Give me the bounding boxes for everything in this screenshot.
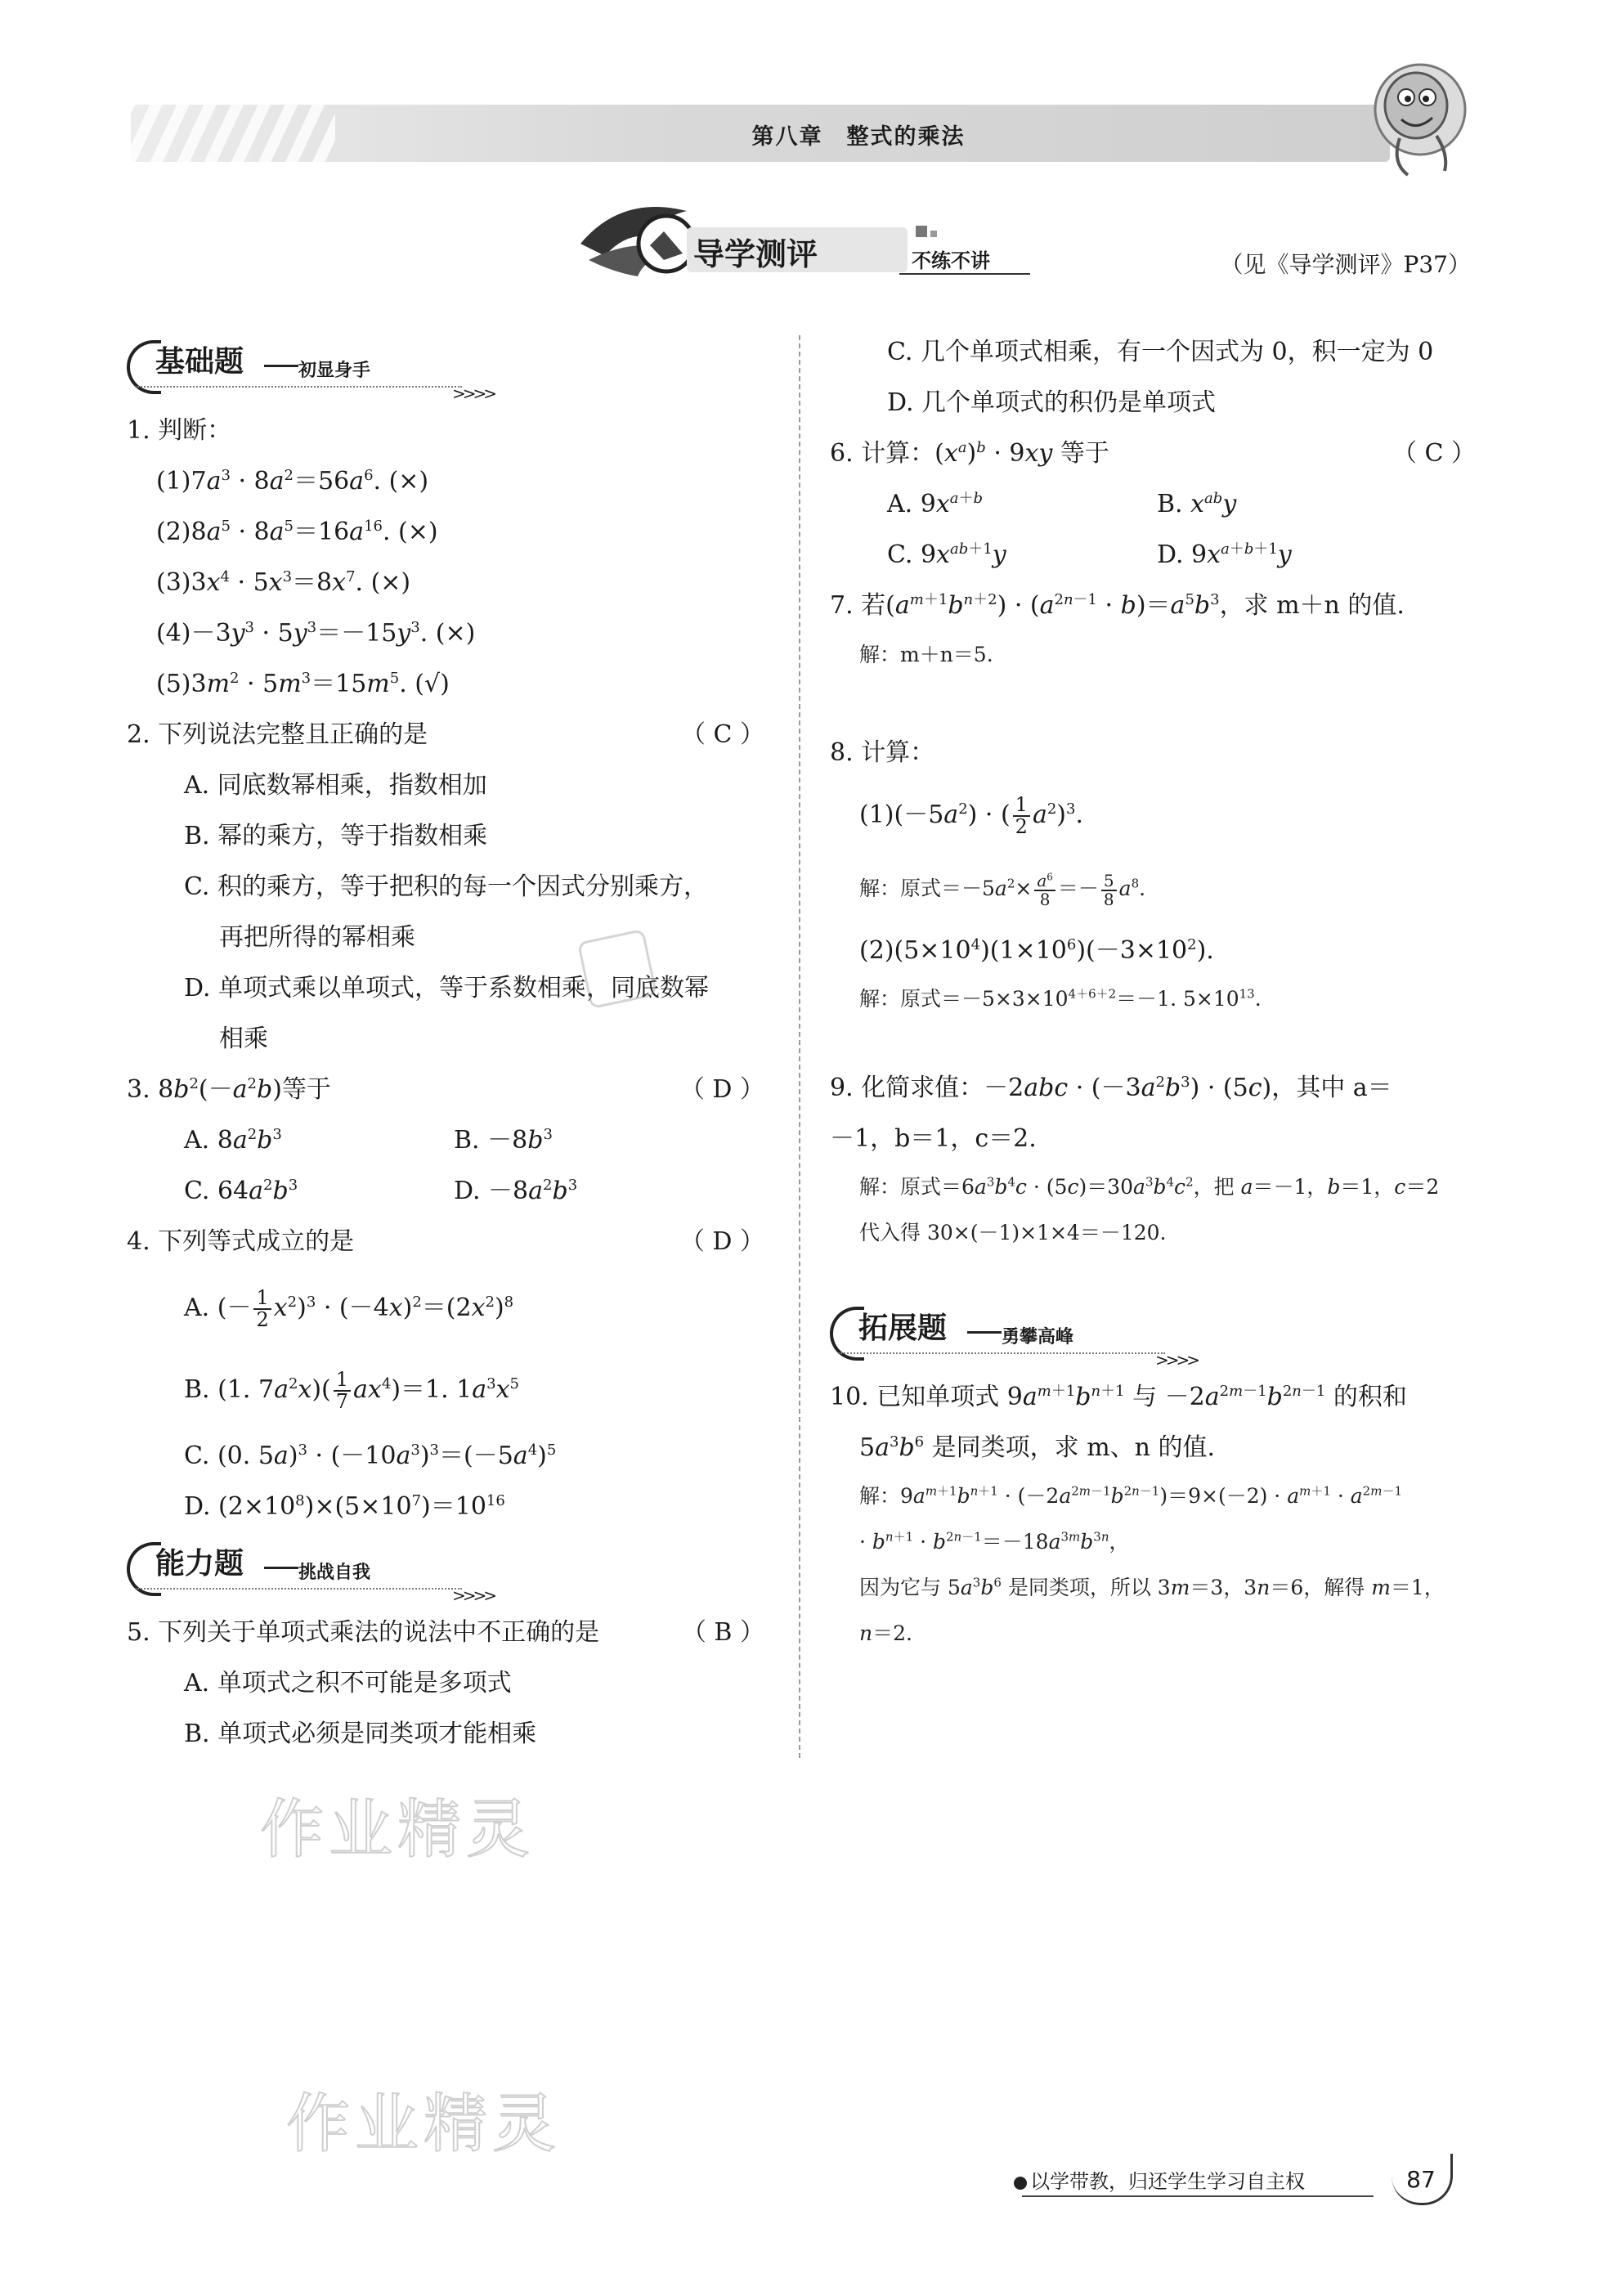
q10-solution-3: 因为它与 $5a^3b^6$ 是同类项，所以 3m＝3，3n＝6，解得 m＝1， — [859, 1575, 1445, 1599]
q10-solution-2: · $b^{n+1} \cdot b^{2n-1}=-18a^{3m}b^{3n}$， — [859, 1529, 1130, 1554]
q1-item-4: $(4)-3y^3 \cdot 5y^3=-15y^3$. (×) — [156, 619, 476, 648]
q3-options-cd — [127, 1166, 773, 1217]
question-3: 3. $8b^2(-a^2b)$等于 （ D ） — [127, 1065, 773, 1115]
column-divider — [799, 335, 800, 1758]
q2-option-c: C. 积的乘方，等于把积的每一个因式分别乘方， — [184, 872, 708, 901]
q9-solution-2: 代入得 30×(－1)×1×4＝－120. — [859, 1221, 1167, 1244]
watermark-text: 作业精灵 — [260, 1793, 536, 1867]
arrows-icon: >>>> — [452, 383, 495, 403]
question-4 — [127, 1217, 773, 1267]
q7-solution: 解：m＋n＝5. — [859, 643, 993, 666]
q5-option-a: A. 单项式之积不可能是多项式 — [184, 1669, 512, 1697]
right-column — [830, 327, 1484, 1657]
q8-solution-2: 解：原式$=-5\times 3\times 10^{4+6+2}=-1$. $5\times 10^{13}$. — [859, 986, 1262, 1011]
footer-motto — [1014, 2165, 1305, 2194]
q4-option-c: C. (0. $5a)^3 \cdot (-10a^3)^3=(-5a^4)^5$ — [184, 1442, 557, 1470]
section-underline — [838, 1352, 1165, 1354]
q1-item-3: $(3)3x^4 \cdot 5x^3=8x^7$. (×) — [156, 568, 411, 597]
q4-answer: （ D ） — [679, 1227, 764, 1256]
q2-option-a: A. 同底数幂相乘，指数相加 — [184, 771, 487, 800]
q6-answer: （ C ） — [1392, 439, 1476, 468]
q1-mark-5: (√) — [415, 670, 450, 698]
reference-note: （见《导学测评》P37） — [1220, 251, 1471, 278]
question-8: 8. 计算： — [830, 738, 935, 767]
q3-answer: （ D ） — [679, 1075, 764, 1104]
q7-stem: 7. 若 — [830, 591, 886, 620]
q2-option-b: B. 幂的乘方，等于指数相乘 — [184, 822, 488, 850]
left-column — [127, 335, 773, 1760]
q6-options-cd — [830, 530, 1484, 581]
chapter-title: 第八章 整式的乘法 — [751, 124, 966, 150]
section-dash — [264, 1567, 298, 1569]
question-6: 6. 计算：$(x^a)^b \cdot 9xy$ 等于 （ C ） — [830, 428, 1484, 479]
q8-solution-1: 解：原式$=-5a^2\times$ $\frac{a^6}{8}$ ＝－ $\frac{5}{8}$ $a^8$. — [859, 870, 1146, 909]
q10-mid: 与 — [1132, 1383, 1158, 1411]
q1-mark-1: (×) — [388, 467, 429, 496]
section-tag: 挑战自我 — [298, 1562, 371, 1583]
q6-option-c: C. $9x^{ab+1}y$ — [887, 540, 1006, 569]
section-tag: 初显身手 — [298, 360, 371, 381]
q10-suffix: 的积和 — [1333, 1383, 1407, 1411]
q1-mark-2: (×) — [398, 518, 438, 546]
q6-options-ab — [830, 479, 1484, 530]
bullet-icon — [1014, 2177, 1027, 2190]
q10-stem-cont: $5a^3b^6$ 是同类项，求 m、n 的值. — [859, 1433, 1216, 1462]
section-title: 基础题 — [155, 345, 244, 379]
q6-option-d: D. $9x^{a+b+1}y$ — [1157, 540, 1292, 569]
section-title: 拓展题 — [858, 1312, 948, 1345]
q3-option-b: B. $-8b^3$ — [454, 1126, 553, 1155]
question-7: 7. 若$(a^{m+1}b^{n+2}) \cdot (a^{2n-1} \cdot b)=a^5b^3$，求 m＋n 的值. — [830, 591, 1405, 620]
q9-solution-1: 解：原式$=6a^3b^4c \cdot (5c)=30a^3b^4c^2$，把 a＝－1，b＝1，c＝2 — [859, 1174, 1440, 1199]
section-tag: 勇攀高峰 — [1002, 1326, 1074, 1348]
q2-option-c-cont: 再把所得的幂相乘 — [219, 923, 415, 952]
footer-motto-text: 以学带教，归还学生学习自主权 — [1030, 2170, 1305, 2193]
q5-stem: 5. 下列关于单项式乘法的说法中不正确的是 — [127, 1618, 600, 1647]
q4-option-d: D. $(2\times 10^8)\times(5\times 10^7)=10^{16}$ — [184, 1492, 505, 1521]
q5-option-c: C. 几个单项式相乘，有一个因式为 0，积一定为 0 — [887, 338, 1434, 366]
q1-stem: 1. 判断： — [127, 416, 232, 445]
q2-stem: 2. 下列说法完整且正确的是 — [127, 720, 428, 749]
q9-stem: 9. 化简求值： — [830, 1074, 984, 1102]
banner-underline — [899, 273, 1030, 275]
q4-option-a: A. (－ $\frac{1}{2}$ $x^2)^3 \cdot (-4x)^2=(2x^2)^8$ — [184, 1285, 514, 1331]
q10-line2: 是同类项，求 m、n 的值. — [931, 1433, 1216, 1462]
q2-answer: （ C ） — [680, 720, 764, 749]
q9-suffix: ，其中 a＝ — [1271, 1074, 1392, 1102]
q1-item-5: $(5)3m^2 \cdot 5m^3=15m^5$. (√) — [156, 670, 450, 698]
q10-stem: 10. 已知单项式 — [830, 1383, 1000, 1411]
q8-part-2: $(2)(5\times 10^4)(1\times 10^6)(-3\times 10^2)$. — [859, 936, 1214, 965]
page-number: 87 — [1392, 2154, 1453, 2205]
q10-solution-1: 解：$9a^{m+1}b^{n+1} \cdot (-2a^{2m-1}b^{2n-1})=9\times(-2) \cdot a^{m+1} \cdot a^{2m-1}$ — [859, 1483, 1402, 1508]
q9-stem-cont: －1，b＝1，c＝2. — [830, 1124, 1037, 1153]
banner-subtitle: 不练不讲 — [912, 249, 990, 272]
q3-suffix: 等于 — [281, 1075, 331, 1104]
q3-options-ab — [127, 1115, 773, 1166]
mascot-icon — [1367, 61, 1473, 183]
q10-solution-4: n＝2. — [859, 1621, 912, 1645]
q6-stem: 6. 计算： — [830, 439, 935, 468]
question-9: 9. 化简求值：$-2abc \cdot (-3a^2b^3) \cdot (5c)$，其中 a＝ — [830, 1074, 1392, 1102]
q7-suffix: ，求 m＋n 的值. — [1219, 591, 1405, 620]
q4-stem: 4. 下列等式成立的是 — [127, 1227, 355, 1256]
q5-option-b: B. 单项式必须是同类项才能相乘 — [184, 1720, 537, 1748]
question-10: 10. 已知单项式 $9a^{m+1}b^{n+1}$ 与 $-2a^{2m-1}b^{2n-1}$ 的积和 — [830, 1383, 1407, 1411]
section-underline — [135, 386, 462, 388]
q1-mark-4: (×) — [435, 619, 476, 648]
q5-answer: （ B ） — [681, 1618, 764, 1647]
stamp-icon — [572, 924, 662, 1014]
q3-option-c: C. $64a^2b^3$ — [184, 1177, 298, 1205]
header-stripes — [123, 105, 335, 162]
q1-mark-3: (×) — [370, 568, 411, 597]
q5-option-d: D. 几个单项式的积仍是单项式 — [887, 388, 1217, 417]
section-dash — [967, 1331, 1002, 1334]
section-basic — [127, 335, 773, 403]
banner-title: 导学测评 — [693, 236, 818, 272]
q6-suffix: 等于 — [1060, 439, 1109, 468]
section-underline — [135, 1588, 462, 1590]
watermark-text: 作业精灵 — [286, 2087, 562, 2161]
q1-item-2: $(2)8a^5 \cdot 8a^5=16a^{16}$. (×) — [156, 518, 438, 546]
q3-option-d: D. $-8a^2b^3$ — [454, 1177, 578, 1205]
q6-option-b: B. $x^{ab}y$ — [1157, 490, 1237, 518]
section-extend — [830, 1302, 1484, 1370]
q1-item-1: $(1)7a^3 \cdot 8a^2=56a^6$. (×) — [156, 467, 429, 496]
q4-option-b: B. (1. $7a^2x$)( $\frac{1}{7}$ $ax^4)=1$. $1a^3x^5$ — [184, 1367, 519, 1413]
q2-option-d-cont: 相乘 — [219, 1025, 268, 1053]
question-1 — [127, 406, 773, 456]
q2-option-d: D. 单项式乘以单项式，等于系数相乘，同底数幂 — [184, 974, 710, 1002]
section-title: 能力题 — [155, 1547, 244, 1581]
q6-option-a: A. $9x^{a+b}$ — [887, 490, 984, 518]
question-2 — [127, 710, 773, 760]
section-dash — [264, 365, 298, 367]
arrows-icon: >>>> — [452, 1585, 495, 1605]
footer-line — [1022, 2195, 1374, 2197]
q3-option-a: A. $8a^2b^3$ — [184, 1126, 282, 1155]
section-ability — [127, 1537, 773, 1605]
q8-part-1: $(1)(-5a^2)$ · ( $\frac{1}{2}$ $a^2)^3$. — [859, 792, 1084, 838]
arrows-icon: >>>> — [1155, 1350, 1198, 1370]
question-5 — [127, 1608, 773, 1658]
